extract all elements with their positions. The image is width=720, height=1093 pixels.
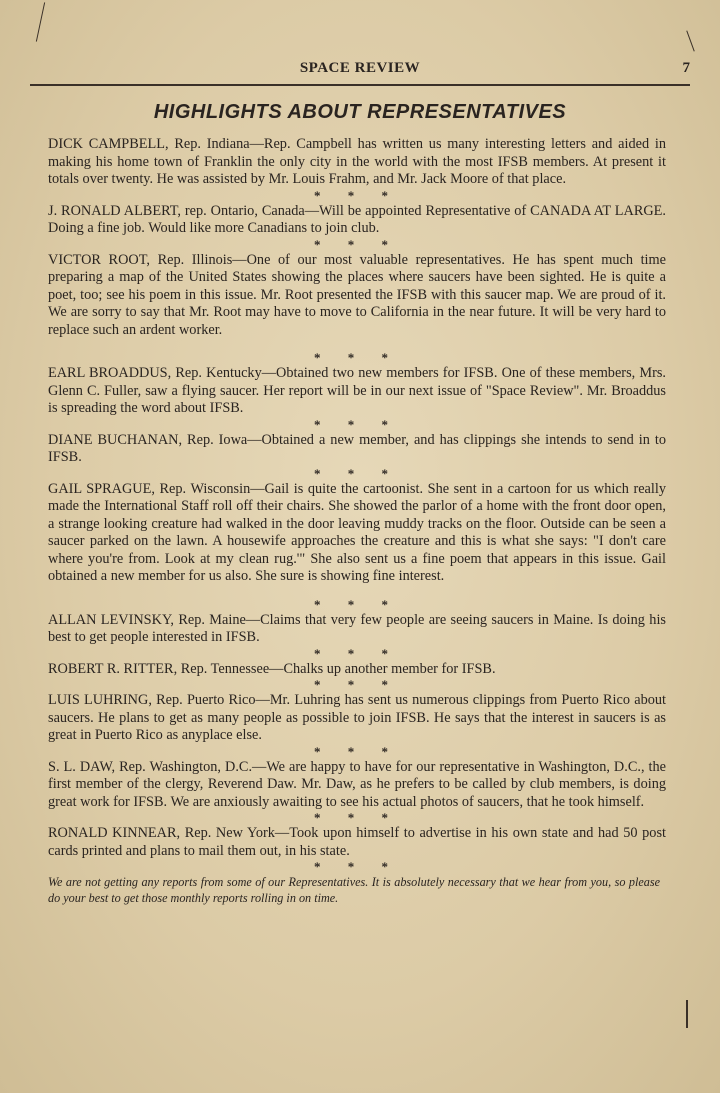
separator: * * * — [314, 677, 400, 692]
article-title: HIGHLIGHTS ABOUT REPRESENTATIVES — [153, 101, 567, 123]
scratch-mark — [686, 1000, 688, 1028]
separator: * * * — [314, 596, 400, 612]
separator: * * * — [314, 743, 400, 759]
page-number: 7 — [682, 60, 690, 76]
article-body — [48, 136, 666, 906]
scratch-mark — [686, 30, 694, 51]
separator: * * * — [314, 645, 400, 661]
entry-broaddus: EARL BROADDUS, Rep. Kentucky—Obtained two new members for IFSB. One of these members, Mrs. Glenn C. Fuller, saw a flying saucer. Her report will be in our next issue of "Space Review". Mr. Broaddus is spreading the word about IFSB. — [48, 365, 666, 416]
scratch-mark — [36, 2, 45, 41]
entry-albert: J. RONALD ALBERT, rep. Ontario, Canada—Will be appointed Representative of CANADA AT LARGE. Doing a fine job. Would like more Canadians to join club. — [48, 202, 666, 236]
entry-luhring: LUIS LUHRING, Rep. Puerto Rico—Mr. Luhring has sent us numerous clippings from Puerto Rico about saucers. He plans to get as many people as possible to join IFSB. He says that the interest in saucers is as great in Puerto Rico as anyplace else. — [48, 692, 666, 743]
entry-sprague: GAIL SPRAGUE, Rep. Wisconsin—Gail is quite the cartoonist. She sent in a cartoon for us which really made the International Staff roll off their chairs. She showed the parlor of a home with the front door open, a strange looking creature had walked in the door leaving muddy tracks on the floor. Outside can be seen a saucer parked on the lawn. A housewife approaches the creature and this is what she says: "I don't care where you're from. Look at my clean rug.'" She also sent us a fine poem that appears in this issue. Gail obtained a new member for us also. She sure is showing fine interest. — [48, 480, 666, 584]
entry-buchanan: DIANE BUCHANAN, Rep. Iowa—Obtained a new member, and has clippings she intends to send in to IFSB. — [48, 431, 666, 465]
entry-levinsky: ALLAN LEVINSKY, Rep. Maine—Claims that very few people are seeing saucers in Maine. Is doing his best to get people interested in IFSB. — [48, 611, 666, 645]
separator: * * * — [314, 350, 400, 365]
running-head: SPACE REVIEW — [299, 60, 421, 76]
entry-ritter: ROBERT R. RITTER, Rep. Tennessee—Chalks up another member for IFSB. — [48, 660, 496, 677]
separator: * * * — [314, 187, 400, 203]
entry-daw: S. L. DAW, Rep. Washington, D.C.—We are happy to have for our representative in Washington, D.C., the first member of the clergy, Reverend Daw. Mr. Daw, as he prefers to be called by club members, is doing great work for IFSB. We are anxiously awaiting to see his actual photos of saucers, that he took himself. — [48, 758, 666, 810]
closing-note: We are not getting any reports from some of our Representatives. It is absolutely necessary that we hear from you, so please do your best to get those monthly reports rolling in on time. — [48, 875, 660, 905]
separator: * * * — [314, 859, 400, 874]
separator: * * * — [314, 236, 400, 252]
page-header — [30, 58, 690, 86]
entry-kinnear: RONALD KINNEAR, Rep. New York—Took upon himself to advertise in his own state and had 50 post cards printed and plans to mail them out, in his state. — [48, 825, 666, 859]
separator: * * * — [314, 810, 400, 825]
separator: * * * — [314, 416, 400, 432]
entry-root: VICTOR ROOT, Rep. Illinois—One of our most valuable representatives. He has spent much time preparing a map of the United States showing the places where saucers have been sighted. He is quite a poet, too; see his poem in this issue. Mr. Root presented the IFSB with this saucer map. We are proud of it. We are sorry to say that Mr. Root may have to move to California in the near future. It will be very hard to replace such an ardent worker. — [48, 251, 666, 338]
separator: * * * — [314, 465, 400, 481]
entry-campbell: DICK CAMPBELL, Rep. Indiana—Rep. Campbell has written us many interesting letters and aided in making his home town of Franklin the only city in the world with the most IFSB members. At present it totals over twenty. He was assisted by Mr. Louis Frahm, and Mr. Jack Moore of that place. — [48, 136, 666, 187]
